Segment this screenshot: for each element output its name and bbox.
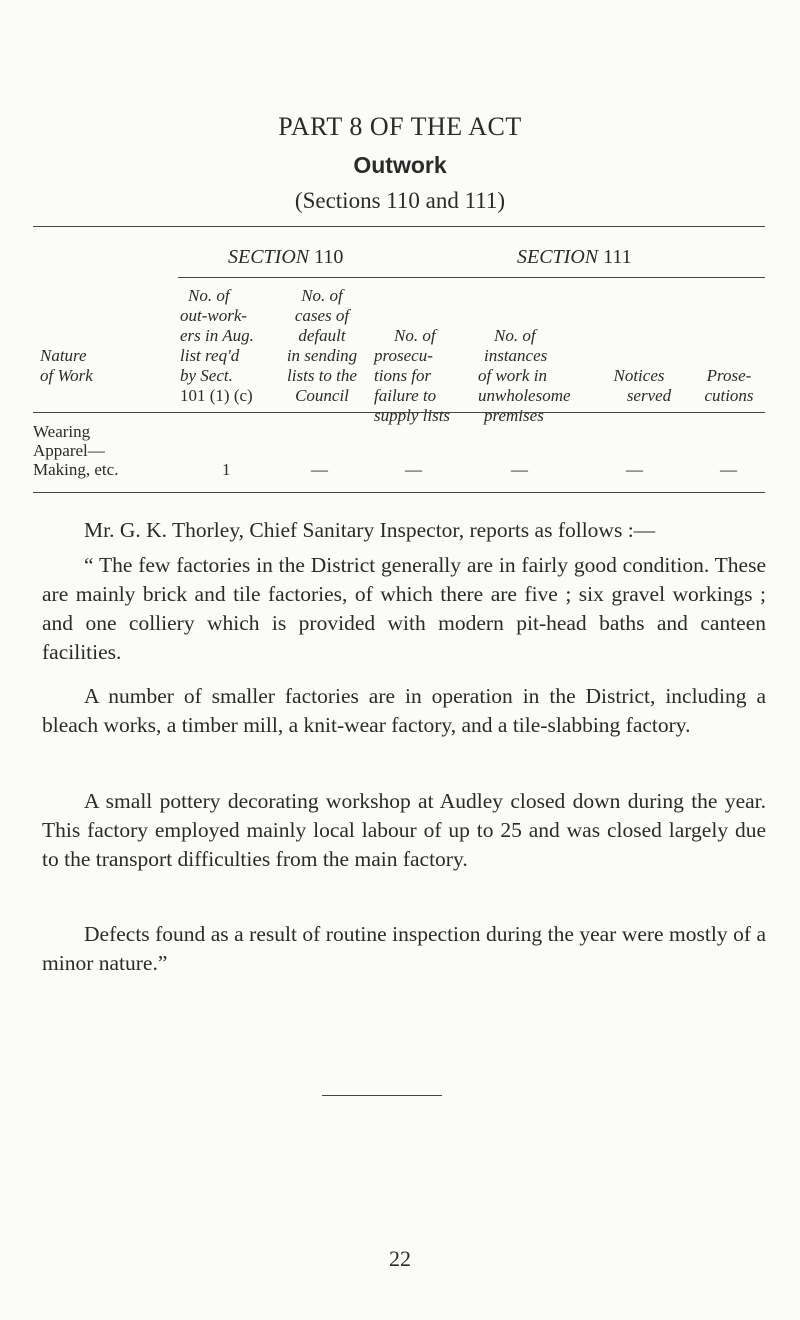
column-header-nature: Nature of Work (40, 346, 93, 385)
table-bottom-rule (33, 492, 765, 493)
paragraph-factories: “ The few factories in the District generally are in fairly good condition. These are mainly brick and tile factories, of which there are five ; six gravel workings ; and one colliery which is provided with modern pit-head baths and canteen facilities. (42, 553, 766, 664)
premises-text: premises (484, 406, 544, 425)
section-110-number: 110 (314, 246, 344, 268)
cell-instances: — (511, 460, 528, 479)
closing-divider (322, 1095, 442, 1096)
page-number: 22 (389, 1246, 411, 1271)
section-110-label: SECTION (228, 246, 310, 268)
table-top-rule (33, 226, 765, 227)
row-label-wearing-apparel: Wearing Apparel— Making, etc. (33, 422, 119, 479)
header-bottom-rule (33, 412, 765, 413)
section-111-heading (517, 246, 632, 269)
column-header-instances: No. of instances of work in unwholesome premises (478, 326, 571, 425)
cell-notices: — (626, 460, 643, 479)
sections-reference: (Sections 110 and 111) (294, 188, 506, 213)
cell-prosecutions-lists: — (405, 460, 422, 479)
column-header-default-cases: No. of cases of default in sending lists to the Council (286, 286, 358, 405)
paragraph-pottery: A small pottery decorating workshop at Audley closed down during the year. This factory employed mainly local labour of up to 25 and was closed largely due to the transport difficulties from the main factory. (42, 789, 766, 871)
column-header-prosecutions: Prose- cutions (704, 366, 754, 405)
column-header-outworkers: No. of out-work- ers in Aug. list req'd by Sect. 101 (1) (c) (180, 286, 254, 405)
supply-lists-text: supply lists (374, 406, 451, 425)
section-111-number: 111 (603, 246, 632, 268)
column-header-notices: Notices served (613, 366, 672, 405)
section-111-label: SECTION (517, 246, 599, 268)
paragraph-intro: Mr. G. K. Thorley, Chief Sanitary Inspector, reports as follows :— (84, 518, 656, 542)
paragraph-smaller-factories: A number of smaller factories are in operation in the District, including a bleach works, a timber mill, a knit-wear factory, and a tile-slabbing factory. (42, 684, 766, 737)
page-subtitle: Outwork (353, 152, 447, 178)
section-heading-rule (178, 277, 765, 278)
paragraph-defects: Defects found as a result of routine inspection during the year were mostly of a minor nature.” (42, 922, 766, 975)
part-title: PART 8 OF THE ACT (278, 112, 522, 141)
column-header-prosecutions-lists: No. of prosecu- tions for failure to supply lists (374, 326, 451, 425)
cell-outworkers: 1 (222, 460, 231, 479)
section-110-heading (228, 246, 343, 269)
cell-prosecutions: — (720, 460, 737, 479)
cell-default-cases: — (311, 460, 328, 479)
